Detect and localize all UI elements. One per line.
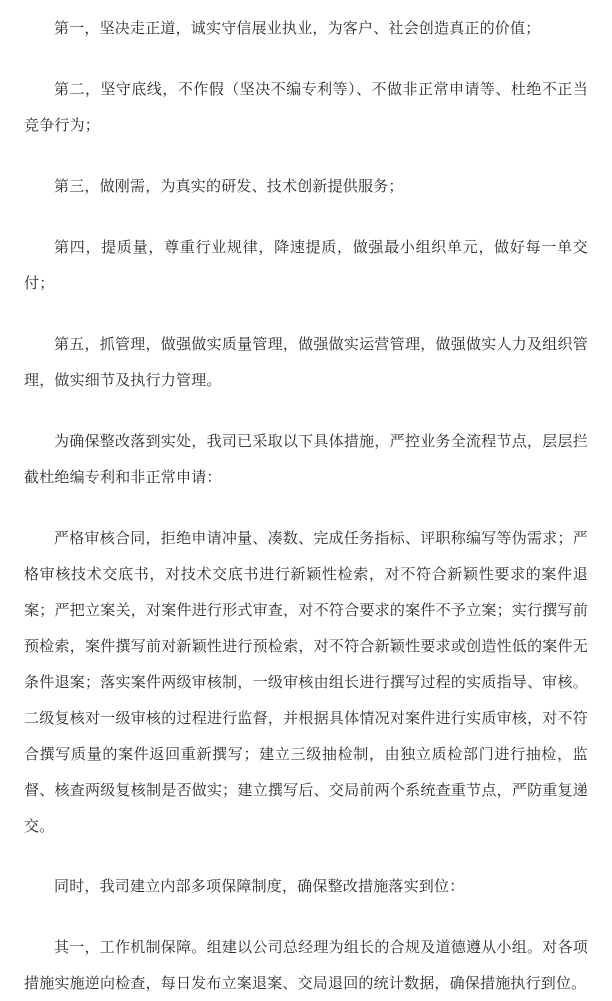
paragraph-safeguards-intro: 同时，我司建立内部多项保障制度，确保整改措施落实到位： [54, 877, 465, 895]
paragraph-principle-3: 第三，做刚需，为真实的研发、技术创新提供服务； [54, 177, 404, 195]
paragraph-principle-1: 第一，坚决走正道，诚实守信展业执业，为客户、社会创造真正的价值； [54, 19, 541, 37]
paragraph-measures-detail: 严格审核合同，拒绝申请冲量、凑数、完成任务指标、评职称编写等伪需求；严格审核技术交底书，对技术交底书进行新颖性检索，对不符合新颖性要求的案件退案；严把立案关，对案件进行形式审查，对不符合要求的案件不予立案；实行撰写前预检索，案件撰写前对新颖性进行预检索，对不符合新颖性要求或创造性低的案件无条件退案；落实案件两级审核制，一级审核由组长进行撰写过程的实质指导、审核。二级复核对一级审核的过程进行监督，并根据具体情况对案件进行实质审核，对不符合撰写质量的案件返回重新撰写；建立三级抽检制，由独立质检部门进行抽检，监督、核查两级复核制是否做实；建立撰写后、交局前两个系统查重节点，严防重复递交。 [24, 529, 588, 835]
paragraph-principle-2: 第二，坚守底线，不作假（坚决不编专利等）、不做非正常申请等、杜绝不正当竞争行为； [24, 80, 588, 134]
paragraph-measures-intro: 为确保整改落到实处，我司已采取以下具体措施，严控业务全流程节点，层层拦截杜绝编专利和非正常申请： [24, 432, 588, 486]
paragraph-principle-5: 第五，抓管理，做强做实质量管理，做强做实运营管理，做强做实人力及组织管理，做实细节及执行力管理。 [24, 335, 588, 389]
paragraph-principle-4: 第四，提质量，尊重行业规律，降速提质，做强最小组织单元，做好每一单交付； [24, 238, 588, 292]
paragraph-safeguard-1: 其一，工作机制保障。组建以公司总经理为组长的合规及道德遵从小组。对各项措施实施逆向检查，每日发布立案退案、交局退回的统计数据，确保措施执行到位。 [24, 938, 588, 992]
